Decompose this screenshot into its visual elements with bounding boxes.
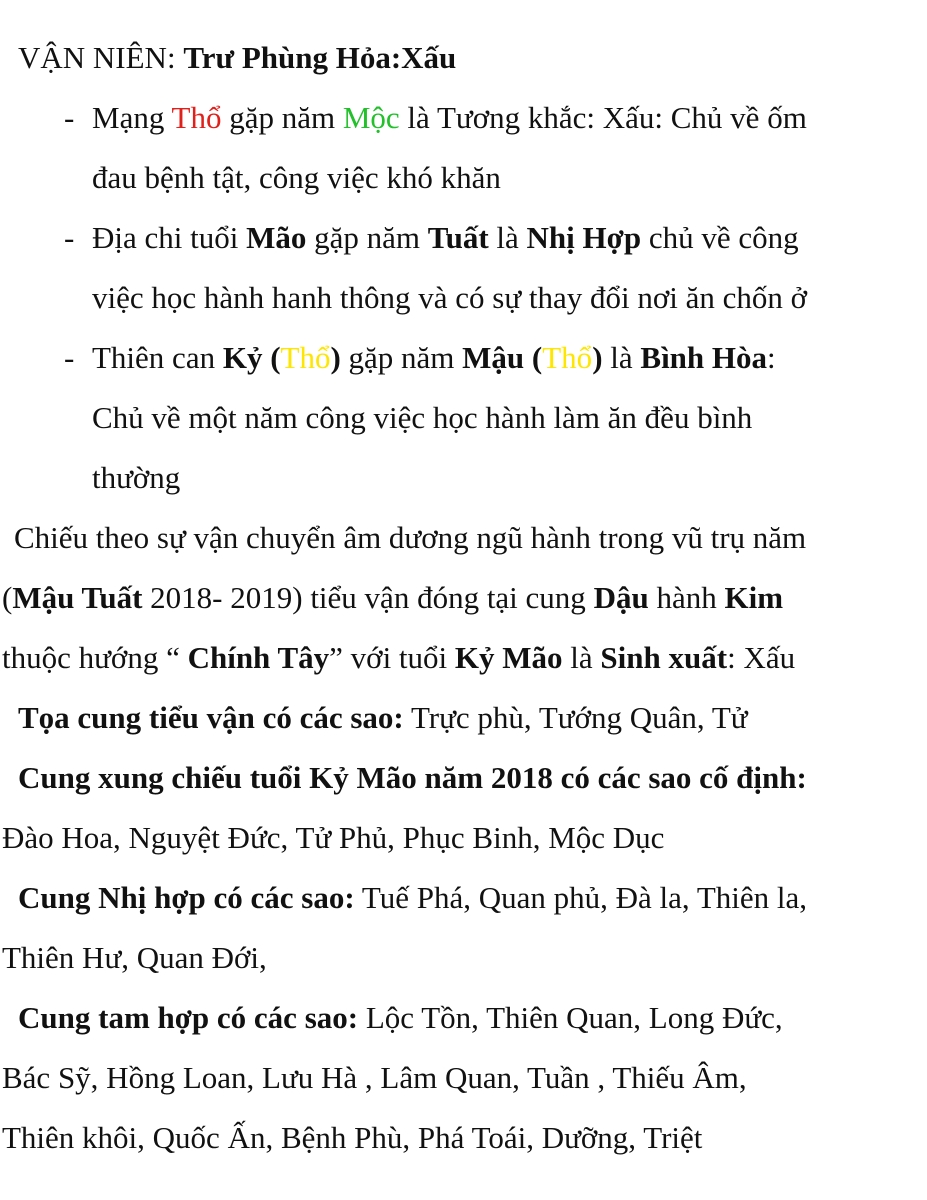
nam-moc: Mộc <box>342 100 400 135</box>
bullet-dash: - <box>64 220 75 255</box>
para-5-label: Cung tam hợp có các sao: <box>18 1000 359 1035</box>
text: gặp năm <box>221 100 343 135</box>
bullet-3-text <box>92 340 776 376</box>
para-4-label: Cung Nhị hợp có các sao: <box>18 880 355 915</box>
heading-value: Trư Phùng Hỏa:Xấu <box>183 40 457 75</box>
para-5-value: Lộc Tồn, Thiên Quan, Long Đức, <box>358 1000 783 1035</box>
para-1-line-1: Chiếu theo sự vận chuyển âm dương ngũ hành trong vũ trụ năm <box>14 520 807 555</box>
para-3-label: Cung xung chiếu tuổi Kỷ Mão năm 2018 có các sao cố định: <box>18 760 807 795</box>
bullet-dash: - <box>64 340 75 375</box>
bullet-1-text <box>92 100 807 136</box>
tho-2: Thổ <box>542 340 593 375</box>
text: gặp năm <box>306 220 428 255</box>
para-5-line-2: Bác Sỹ, Hồng Loan, Lưu Hà , Lâm Quan, Tuần , Thiếu Âm, <box>2 1060 747 1095</box>
text: thuộc hướng “ <box>2 640 188 675</box>
text: gặp năm <box>340 340 463 375</box>
para-5-line-3: Thiên khôi, Quốc Ấn, Bệnh Phù, Phá Toái, Dưỡng, Triệt <box>2 1120 703 1155</box>
bullet-3-line-2: Chủ về một năm công việc học hành làm ăn đều bình <box>92 400 753 435</box>
text: là <box>488 220 527 255</box>
text: 2018- 2019) tiểu vận đóng tại cung <box>142 580 594 615</box>
text: là <box>562 640 601 675</box>
nhi-hop: Nhị Hợp <box>526 220 642 255</box>
sinh-xuat: Sinh xuất <box>600 640 728 675</box>
bullet-3-line-3: thường <box>92 460 181 495</box>
text: là <box>602 340 641 375</box>
para-1-line-2 <box>2 580 783 616</box>
bullet-1-line-2: đau bệnh tật, công việc khó khăn <box>92 160 501 195</box>
heading-label: VẬN NIÊN <box>18 40 167 75</box>
chinh-tay: Chính Tây <box>187 640 330 675</box>
text: ( <box>2 580 13 615</box>
para-5-line-1 <box>18 1000 783 1036</box>
text: ” với tuổi <box>329 640 455 675</box>
para-4-value: Tuế Phá, Quan phủ, Đà la, Thiên la, <box>354 880 808 915</box>
para-2-value: Trực phù, Tướng Quân, Tử <box>403 700 748 735</box>
menh-tho: Thổ <box>171 100 222 135</box>
mau-tuat: Mậu Tuất <box>12 580 143 615</box>
text: chủ về công <box>641 220 799 255</box>
text: Địa chi tuổi <box>92 220 247 255</box>
text: Mạng <box>92 100 172 135</box>
text: : Xấu <box>727 640 796 675</box>
bullet-2-text <box>92 220 799 256</box>
para-2-label: Tọa cung tiểu vận có các sao: <box>18 700 404 735</box>
text: Thiên can <box>92 340 223 375</box>
ky-mao: Kỷ Mão <box>454 640 563 675</box>
text: là Tương khắc: Xấu: Chủ về ốm <box>399 100 807 135</box>
bullet-dash: - <box>64 100 75 135</box>
para-4-line-1 <box>18 880 807 916</box>
para-3-line-2: Đào Hoa, Nguyệt Đức, Tử Phủ, Phục Binh, Mộc Dục <box>2 820 665 855</box>
heading-sep: : <box>166 40 184 75</box>
binh-hoa: Bình Hòa <box>640 340 768 375</box>
tuat: Tuất <box>427 220 489 255</box>
dau: Dậu <box>593 580 649 615</box>
ky: Kỷ ( <box>222 340 281 375</box>
kim: Kim <box>724 580 784 615</box>
para-1-line-3 <box>2 640 795 676</box>
mau: Mậu ( <box>462 340 543 375</box>
para-3-line-1 <box>18 760 807 796</box>
tho-1: Thổ <box>280 340 331 375</box>
heading-line <box>18 40 456 76</box>
mao: Mão <box>246 220 307 255</box>
text: : <box>767 340 776 375</box>
paren: ) <box>592 340 603 375</box>
text: hành <box>648 580 725 615</box>
para-4-line-2: Thiên Hư, Quan Đới, <box>2 940 267 975</box>
para-2-line-1 <box>18 700 748 736</box>
bullet-2-line-2: việc học hành hanh thông và có sự thay đổi nơi ăn chốn ở <box>92 280 808 315</box>
paren: ) <box>330 340 341 375</box>
